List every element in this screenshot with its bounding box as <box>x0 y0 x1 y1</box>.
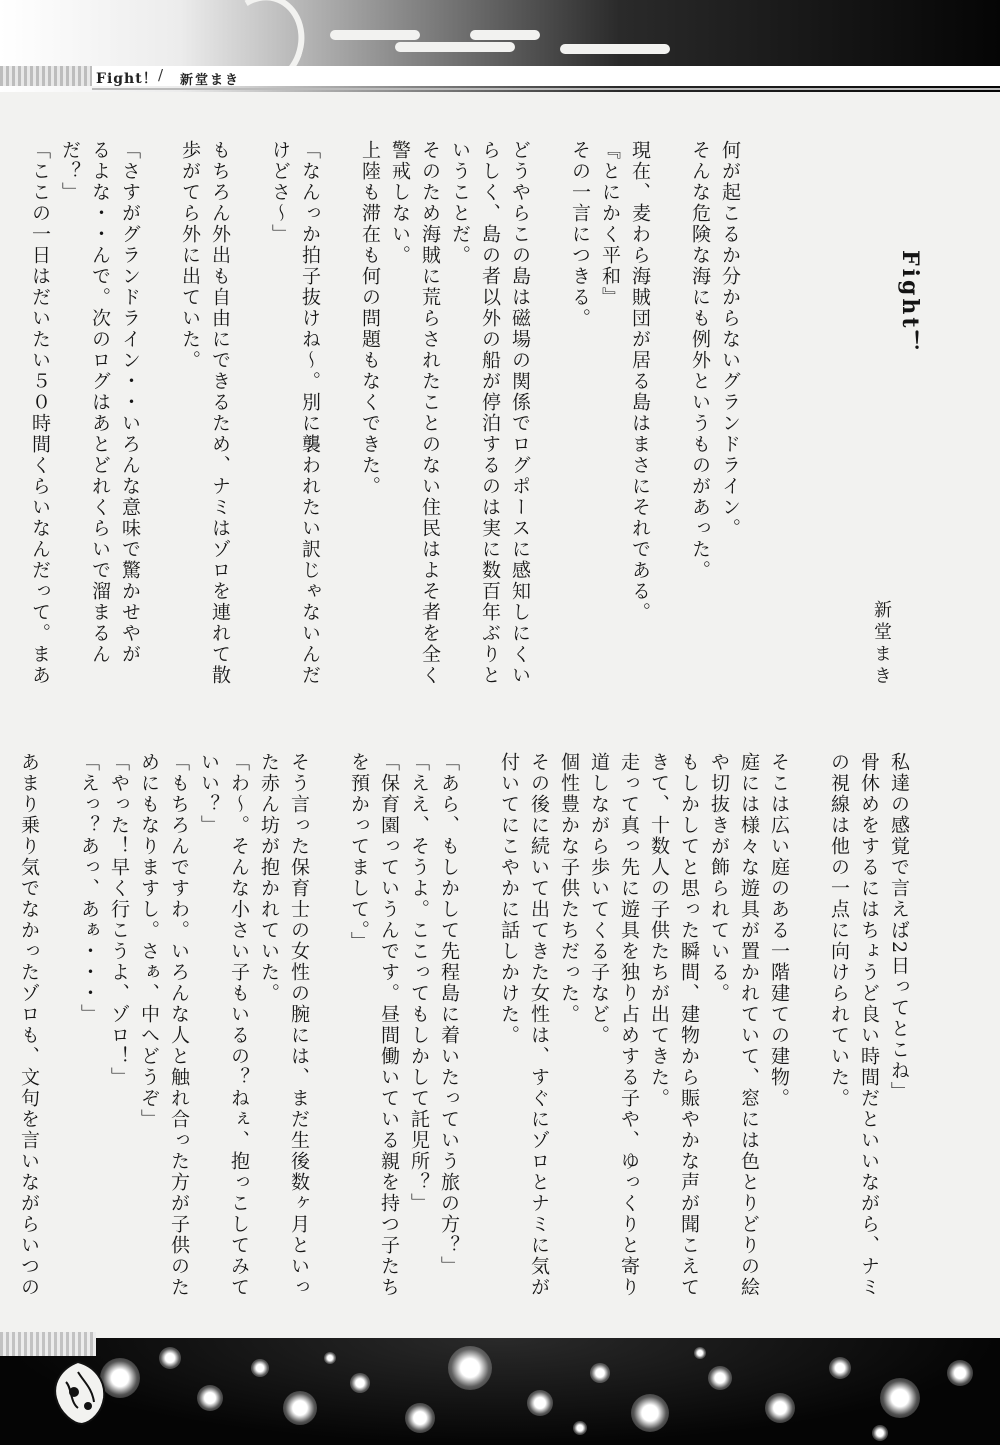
text-line: もちろん外出も自由にできるため、ナミはゾロを連れて散 <box>209 140 231 686</box>
text-line: 「保育園っていうんです。昼間働いている親を持つ子たち <box>378 752 400 1298</box>
star-decoration <box>159 1347 181 1369</box>
text-line: 「わ～。そんな小さい子もいるの？ねぇ、抱っこしてみて <box>228 752 250 1298</box>
star-decoration <box>448 1346 492 1390</box>
footer-starfield <box>0 1338 1000 1445</box>
header-title: Fight！ <box>96 71 158 87</box>
text-line <box>145 140 175 710</box>
star-decoration <box>527 1390 553 1416</box>
text-line: 私達の感覚で言えば2日ってとこね」 <box>888 752 910 1103</box>
text-line: を預かってまして。」 <box>348 752 370 953</box>
text-line: 『とにかく平和』 <box>599 140 621 308</box>
text-line: 「えっ？あっ、あぁ・・・」 <box>78 752 100 1025</box>
story-author: 新堂まき <box>871 600 892 688</box>
text-line: 「もちろんですわ。いろんな人と触れ合った方が子供のた <box>168 752 190 1298</box>
text-line: 「なんっか拍子抜けね～。別に襲われたい訳じゃないんだ <box>299 140 321 686</box>
text-line: 走って真っ先に遊具を独り占めする子や、ゆっくりと寄り <box>618 752 640 1298</box>
text-line <box>325 140 355 710</box>
cloud-decoration <box>470 30 540 40</box>
text-line: めにもなりますし。さぁ、中へどうぞ」 <box>138 752 160 1130</box>
cloud-decoration <box>560 44 670 54</box>
header-rule <box>92 88 1000 90</box>
text-line: きて、十数人の子供たちが出てきた。 <box>648 752 670 1109</box>
text-line: あまり乗り気でなかったゾロも、文句を言いながらいつの <box>18 752 40 1298</box>
text-line: た赤ん坊が抱かれていた。 <box>258 752 280 1004</box>
text-line: 上陸も滞在も何の問題もなくできた。 <box>359 140 381 497</box>
text-line: いい？」 <box>198 752 220 836</box>
star-decoration <box>872 1425 888 1441</box>
star-decoration <box>947 1360 973 1386</box>
text-line: の視線は他の一点に向けられていた。 <box>828 752 850 1109</box>
text-line: 何が起こるか分からないグランドライン。 <box>719 140 741 539</box>
butterfly-emblem-icon <box>48 1358 110 1428</box>
text-line: そんな危険な海にも例外というものがあった。 <box>689 140 711 581</box>
header-separator: / <box>158 66 164 84</box>
text-line <box>464 752 494 1327</box>
header-author: 新堂まき <box>180 73 241 88</box>
star-decoration <box>694 1347 706 1359</box>
text-line: 「ここの一日はだいたい５０時間くらいなんだって。まあ <box>29 140 51 686</box>
text-line: 骨休めをするにはちょうど良い時間だといいながら、ナミ <box>858 752 880 1298</box>
text-line: もしかしてと思った瞬間、建物から賑やかな声が聞こえて <box>678 752 700 1298</box>
text-line: 「ええ、そうよ。ここってもしかして託児所？」 <box>408 752 430 1214</box>
star-decoration <box>197 1385 223 1411</box>
cloud-decoration <box>395 42 515 52</box>
top-text-column <box>25 140 745 710</box>
bottom-text-column <box>14 752 914 1327</box>
text-line: そこは広い庭のある一階建ての建物。 <box>768 752 790 1109</box>
text-line <box>314 752 344 1327</box>
star-decoration <box>350 1373 370 1393</box>
star-decoration <box>631 1394 669 1432</box>
text-line <box>235 140 265 710</box>
text-line: 警戒しない。 <box>389 140 411 266</box>
text-line: 歩がてら外に出ていた。 <box>179 140 201 371</box>
text-line: けどさ～」 <box>269 140 291 245</box>
text-line: や切抜きが飾られている。 <box>708 752 730 1004</box>
text-line <box>44 752 74 1327</box>
text-line <box>655 140 685 710</box>
text-line: るよな・・んで。次のログはあとどれくらいで溜まるん <box>89 140 111 665</box>
text-line: 「やった！早く行こうよ、ゾロ！」 <box>108 752 130 1088</box>
star-decoration <box>573 1421 587 1435</box>
text-line: 道しながら歩いてくる子など。 <box>588 752 610 1046</box>
footer-stripe <box>0 1332 96 1356</box>
text-line <box>535 140 565 710</box>
header-stripe <box>0 66 92 86</box>
star-decoration <box>880 1378 920 1418</box>
text-line: そう言った保育士の女性の腕には、まだ生後数ヶ月といっ <box>288 752 310 1298</box>
text-line: 現在、麦わら海賊団が居る島はまさにそれである。 <box>629 140 651 623</box>
star-decoration <box>590 1363 610 1383</box>
text-line: いうことだ。 <box>449 140 471 266</box>
story-title: Fight！ <box>897 250 923 356</box>
text-line: その後に続いて出てきた女性は、すぐにゾロとナミに気が <box>528 752 550 1298</box>
star-decoration <box>765 1393 795 1423</box>
cloud-decoration <box>330 30 420 40</box>
text-line: 個性豊かな子供たちだった。 <box>558 752 580 1025</box>
text-line: どうやらこの島は磁場の関係でログポースに感知しにくい <box>509 140 531 686</box>
star-decoration <box>708 1366 732 1390</box>
star-decoration <box>405 1403 435 1433</box>
text-line: 「あら、もしかして先程島に着いたっていう旅の方？」 <box>438 752 460 1277</box>
text-line: その一言につきる。 <box>569 140 591 329</box>
star-decoration <box>283 1391 317 1425</box>
text-line: そのため海賊に荒らされたことのない住民はよそ者を全く <box>419 140 441 686</box>
text-line: らしく、島の者以外の船が停泊するのは実に数百年ぶりと <box>479 140 501 686</box>
star-decoration <box>324 1352 336 1364</box>
star-decoration <box>829 1357 851 1379</box>
star-decoration <box>251 1359 269 1377</box>
text-line: だ？」 <box>59 140 81 203</box>
text-line <box>794 752 824 1327</box>
text-line: 庭には様々な遊具が置かれていて、窓には色とりどりの絵 <box>738 752 760 1298</box>
text-line: 「さすがグランドライン・・いろんな意味で驚かせやが <box>119 140 141 665</box>
text-line: 付いてにこやかに話しかけた。 <box>498 752 520 1046</box>
